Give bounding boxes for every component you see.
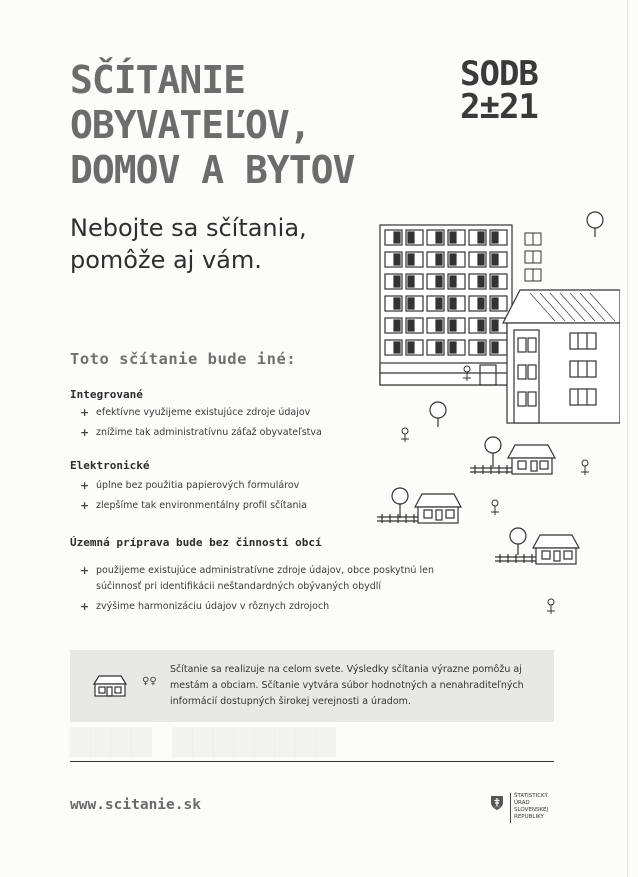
main-title-line-1: SČÍTANIE xyxy=(70,58,246,102)
window-pane-icon xyxy=(394,276,400,287)
window-pane-icon xyxy=(408,276,414,287)
section-heading: Toto sčítanie bude iné: xyxy=(70,350,297,368)
list-item-text: zvýšime harmonizáciu údajov v rôznych zdrojoch xyxy=(96,601,330,612)
show-through-artifact xyxy=(70,718,336,758)
window-pane-icon xyxy=(492,254,498,265)
subtitle-line-2: pomôže aj vám. xyxy=(70,246,262,274)
sodb-logo-line-2: 2±21 xyxy=(460,87,538,127)
window-pane-icon xyxy=(478,276,484,287)
window-pane-icon xyxy=(436,298,442,309)
subtitle-line-1: Nebojte sa sčítania, xyxy=(70,214,307,242)
main-title-line-2: OBYVATEĽOV, xyxy=(70,103,311,147)
window-pane-icon xyxy=(478,254,484,265)
window-pane-icon xyxy=(408,254,414,265)
plus-icon: + xyxy=(80,499,90,512)
window-pane-icon xyxy=(492,232,498,243)
window-pane-icon xyxy=(450,254,456,265)
window-pane-icon xyxy=(408,320,414,331)
window-pane-icon xyxy=(436,320,442,331)
tree-icon xyxy=(510,528,526,555)
window-pane-icon xyxy=(450,232,456,243)
main-title xyxy=(70,58,430,193)
window-pane-icon xyxy=(394,232,400,243)
divider xyxy=(70,761,554,762)
main-title-line-3: DOMOV A BYTOV xyxy=(70,148,355,192)
plus-icon: + xyxy=(80,426,90,439)
logo-divider xyxy=(510,793,511,823)
plus-icon: + xyxy=(80,479,90,492)
window-pane-icon xyxy=(450,276,456,287)
logo-text-line-4: REPUBLIKY xyxy=(514,814,544,820)
group-title-integrated: Integrované xyxy=(70,388,143,401)
logo-text-line-2: ÚRAD xyxy=(514,800,530,806)
window-pane-icon xyxy=(478,320,484,331)
buildings-illustration xyxy=(370,205,620,635)
window-pane-icon xyxy=(478,232,484,243)
tree-icon xyxy=(430,402,446,427)
window-pane-icon xyxy=(436,342,442,353)
window-pane-icon xyxy=(492,320,498,331)
list-item-text: úplne bez použitia papierových formulárov xyxy=(96,480,300,491)
logo-text xyxy=(514,793,548,821)
window-pane-icon xyxy=(492,298,498,309)
statistical-office-logo xyxy=(490,793,560,827)
window-pane-icon xyxy=(478,342,484,353)
apartment-block-icon xyxy=(380,225,512,385)
sodb-logo xyxy=(460,54,560,127)
tree-icon xyxy=(587,212,603,237)
window-pane-icon xyxy=(492,276,498,287)
sodb-logo-line-1: SODB xyxy=(460,54,538,94)
people-icon: ♀♀ xyxy=(142,676,157,687)
window-pane-icon xyxy=(408,298,414,309)
info-text: Sčítanie sa realizuje na celom svete. Výsledky sčítania výrazne pomôžu aj mestám a obciam. Sčítanie vytvára súbor hodnotných a nenahraditeľných informácií dostupných širokej verejnosti a úradom. xyxy=(170,664,524,707)
window-pane-icon xyxy=(436,254,442,265)
window-pane-icon xyxy=(394,320,400,331)
tower-windows-icon xyxy=(525,233,541,281)
list-item-text: znížime tak administratívnu záťaž obyvateľstva xyxy=(96,427,322,438)
list-item-text: použijeme existujúce administratívne zdroje údajov, obce poskytnú len súčinnosť pri identifikácii neštandardných obývaných obydlí xyxy=(96,565,434,592)
list-item-text: zlepšíme tak environmentálny profil sčítania xyxy=(96,500,307,511)
window-pane-icon xyxy=(394,254,400,265)
logo-text-line-3: SLOVENSKEJ xyxy=(514,807,549,813)
subtitle xyxy=(70,212,370,276)
small-house-icon xyxy=(377,494,461,523)
logo-text-line-1: ŠTATISTICKÝ xyxy=(514,793,548,799)
list-item-text: efektívne využijeme existujúce zdroje údajov xyxy=(96,407,311,418)
person-icon xyxy=(401,428,409,442)
window-pane-icon xyxy=(450,298,456,309)
group-title-electronic: Elektronické xyxy=(70,459,150,472)
window-pane-icon xyxy=(478,298,484,309)
small-house-icon xyxy=(495,535,579,564)
person-icon xyxy=(581,460,589,475)
window-pane-icon xyxy=(408,342,414,353)
window-pane-icon xyxy=(394,342,400,353)
plus-icon: + xyxy=(80,600,90,613)
window-pane-icon xyxy=(436,276,442,287)
plus-icon: + xyxy=(80,406,90,419)
window-pane-icon xyxy=(450,342,456,353)
house-icon xyxy=(92,674,128,698)
person-icon xyxy=(491,500,499,515)
tree-icon xyxy=(485,437,501,467)
person-icon xyxy=(547,599,555,614)
gabled-house-icon xyxy=(503,290,620,423)
window-pane-icon xyxy=(394,298,400,309)
group-title-territorial: Územná príprava bude bez činností obcí xyxy=(70,536,322,549)
coat-of-arms-icon xyxy=(490,795,504,811)
info-box xyxy=(70,650,554,722)
website-link[interactable]: www.scitanie.sk xyxy=(70,797,201,813)
window-pane-icon xyxy=(450,320,456,331)
window-pane-icon xyxy=(408,232,414,243)
window-pane-icon xyxy=(436,232,442,243)
tree-icon xyxy=(392,488,408,518)
window-pane-icon xyxy=(492,342,498,353)
plus-icon: + xyxy=(80,564,90,577)
small-house-icon xyxy=(470,445,555,474)
